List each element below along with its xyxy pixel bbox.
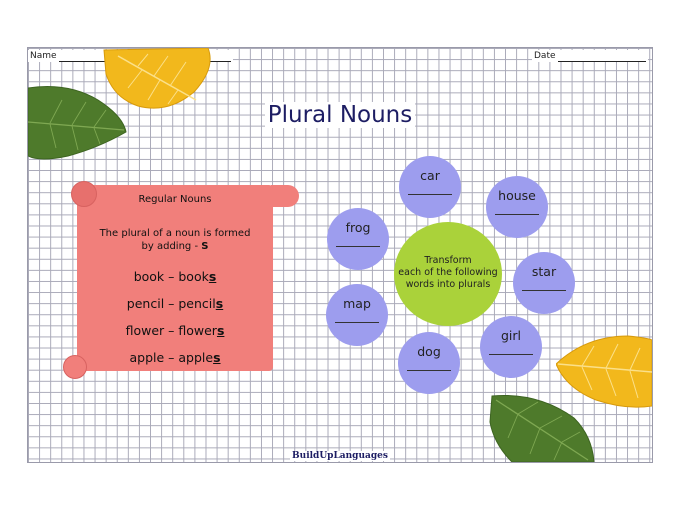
example-pair: book – books (133, 269, 217, 284)
date-label: Date (534, 51, 556, 61)
answer-blank[interactable] (408, 194, 452, 195)
worksheet (27, 47, 653, 463)
word-bubble-star (513, 252, 575, 314)
date-line (558, 52, 646, 62)
name-label: Name (30, 51, 57, 61)
word-bubble-map (326, 284, 388, 346)
regular-nouns-heading: Regular Nouns (138, 194, 212, 205)
word-bubble-frog (327, 208, 389, 270)
date-field[interactable] (532, 50, 648, 62)
instruction-circle (394, 222, 502, 326)
word-label: dog (417, 344, 441, 359)
word-label: house (498, 188, 536, 203)
word-bubble-house (486, 176, 548, 238)
example-pair: apple – apples (129, 350, 221, 365)
word-label: car (420, 168, 440, 183)
example-pair: flower – flowers (125, 323, 225, 338)
example-pair: pencil – pencils (126, 296, 224, 311)
page-title: Plural Nouns (28, 102, 652, 128)
answer-blank[interactable] (495, 214, 539, 215)
brand-footer: BuildUpLanguages (292, 451, 388, 461)
word-bubble-girl (480, 316, 542, 378)
plural-rule (77, 227, 273, 253)
word-label: girl (500, 328, 522, 343)
word-label: map (343, 296, 371, 311)
scroll-curl (271, 185, 299, 207)
answer-blank[interactable] (336, 246, 380, 247)
rule-line-1: The plural of a noun is formed (99, 228, 251, 239)
word-bubble-car (399, 156, 461, 218)
rule-line-2: by adding - S (141, 241, 209, 252)
word-label: frog (345, 220, 371, 235)
answer-blank[interactable] (522, 290, 566, 291)
answer-blank[interactable] (335, 322, 379, 323)
word-bubble-dog (398, 332, 460, 394)
regular-nouns-scroll (77, 185, 273, 371)
answer-blank[interactable] (489, 354, 533, 355)
word-label: star (531, 264, 557, 279)
answer-blank[interactable] (407, 370, 451, 371)
instruction-text: Transform each of the following words into plurals (398, 255, 498, 290)
